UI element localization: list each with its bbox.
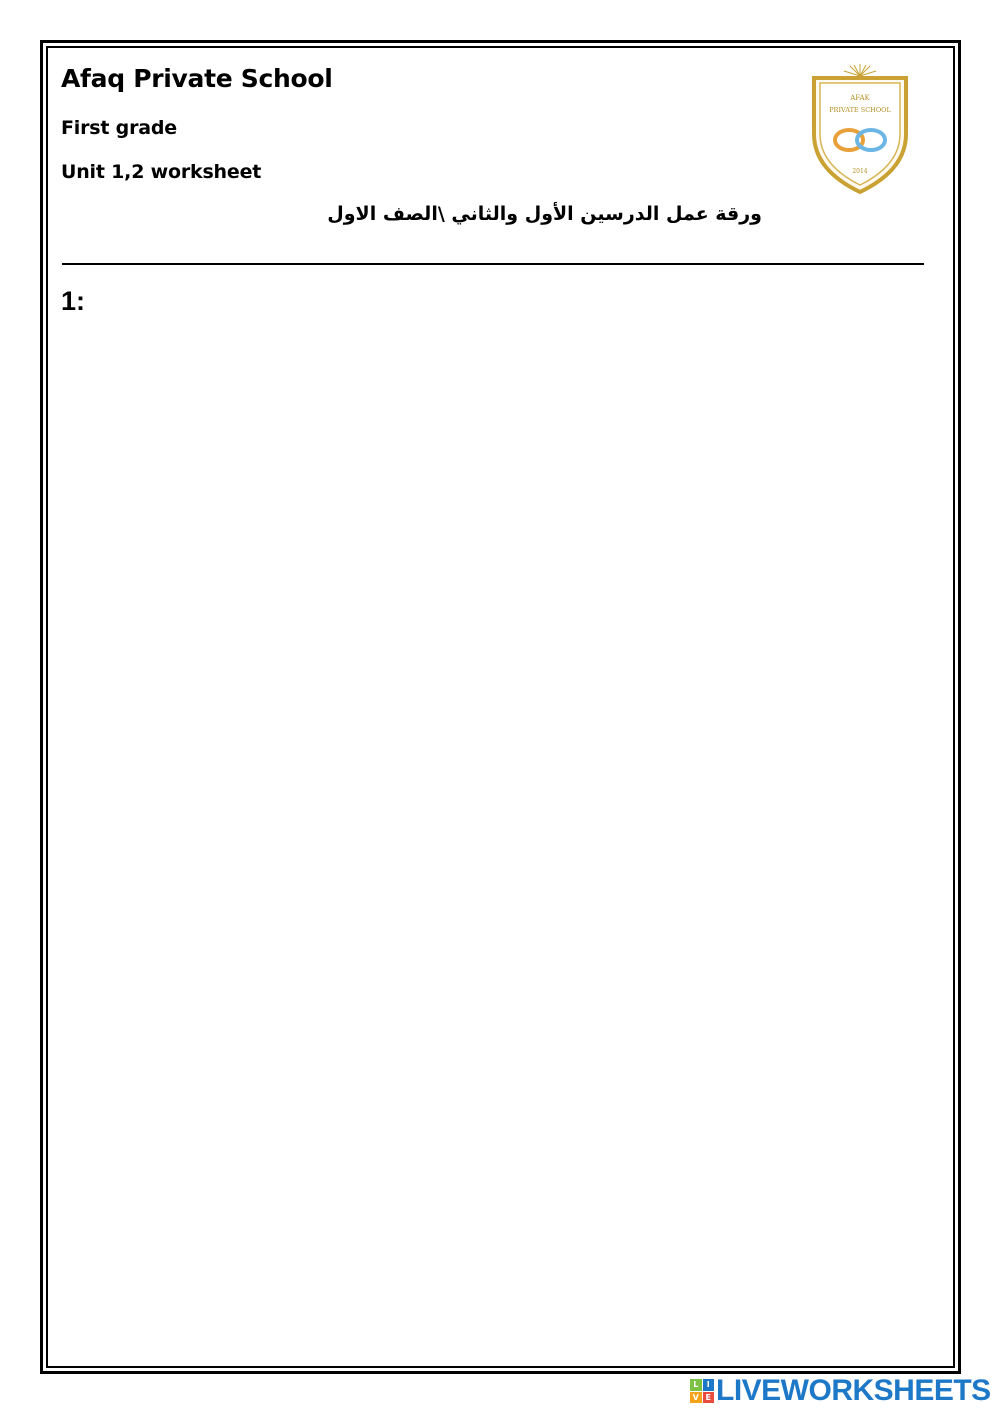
logo-line2: PRIVATE SCHOOL bbox=[829, 106, 891, 114]
brand-text: LIVEWORKSHEETS bbox=[716, 1374, 991, 1407]
school-logo bbox=[806, 62, 914, 196]
brand-letter-v: V bbox=[690, 1392, 702, 1404]
question-number: 1: bbox=[61, 286, 86, 316]
brand-letter-i: I bbox=[703, 1379, 715, 1391]
liveworksheets-brand bbox=[690, 1374, 991, 1408]
logo-line1: AFAK bbox=[850, 94, 870, 102]
brand-letter-l: L bbox=[690, 1379, 702, 1391]
brand-letter-e: E bbox=[703, 1392, 715, 1404]
logo-year: 2014 bbox=[852, 168, 868, 175]
worksheet-title: Unit 1,2 worksheet bbox=[61, 161, 262, 183]
arabic-worksheet-title: ورقة عمل الدرسين الأول والثاني \الصف الاول bbox=[327, 203, 762, 225]
school-crest-icon bbox=[806, 62, 914, 196]
school-name: Afaq Private School bbox=[61, 64, 333, 93]
page-border-inner bbox=[46, 46, 955, 1368]
brand-logo-icon bbox=[690, 1379, 714, 1403]
header-divider bbox=[62, 263, 924, 265]
grade-label: First grade bbox=[61, 117, 177, 139]
